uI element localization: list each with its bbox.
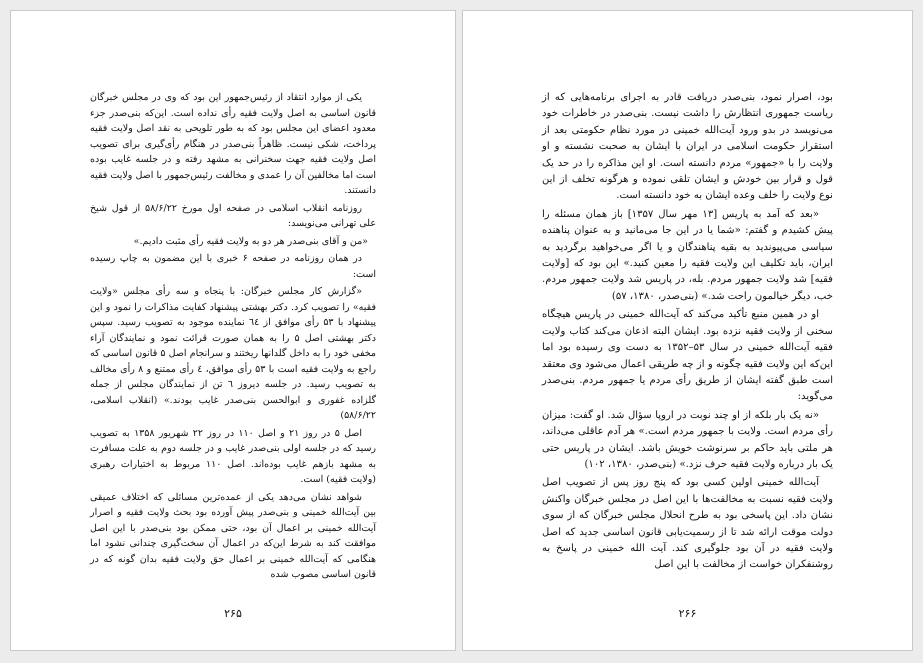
paragraph: او در همین منبع تأکید می‌کند که آیت‌الله خمینی در پاریس هیچگاه سخنی از ولایت فقیه نزده بود. ایشان البته اذعان می‌کند کتاب ولایت فقیه آیت‌الله خمینی در سال ۵۳–۱۳۵۲ به دست وی رسیده بود اما این‌که این ولایت فقیه چگونه و از چه طریقی اعمال می‌شود وی معتقد است طبق گفته ایشان از طریق رأی مردم یا جمهور مردم. بنی‌صدر می‌گوید: [542,309,833,403]
paragraph: شواهد نشان می‌دهد یکی از عمده‌ترین مسائلی که اختلاف عمیقی بین آیت‌الله خمینی و بنی‌صدر پیش آورده بود بحث ولایت فقیه و اصرار آیت‌الله خمینی بر اعمال آن بود، حتی ممکن بود بنی‌صدر با این اصل موافقت کند به شرط این‌که در اعمال آن سخت‌گیری چندانی نشود اما هنگامی که آیت‌الله خمینی بر اعمال حق ولایت فقیه بدان گونه که در قانون اساسی مصوب شده [90,491,376,580]
paragraph: آیت‌الله خمینی اولین کسی بود که پنج روز پس از تصویب اصل ولایت فقیه نسبت به مخالفت‌ها با این اصل در مجلس خبرگان واکنش نشان داد. این پاسخی بود به طرح انحلال مجلس خبرگان که از سوی دولت موقت ارائه شد تا از رسمیت‌یابی قانون اساسی جدید که اصل ولایت فقیه در آن بود جلوگیری کند. آیت الله خمینی در پاسخ به روشنفکران خواست از مخالفت با این اصل [542,477,833,571]
paragraph: «بعد که آمد به پاریس [۱۳ مهر سال ۱۳۵۷] باز همان مسئله را پیش کشیدم و گفتم: «شما یا در این جا می‌مانید و به عنوان پناهنده سیاسی می‌پیوندید به بقیه پناهندگان و یا اگر می‌خواهید برگردید به ایران، باید تکلیف این ولایت فقیه را معین کنید.» این بود که [ولایت فقیه] شد ولایت جمهور مردم. بله، در پاریس شد ولایت جمهور مردم. خب، دیگر خیالمون راحت شد.» (بنی‌صدر، ۱۳۸۰، ۵۷) [542,208,833,302]
page-number: ۲۶۶ [678,607,697,620]
left-page [10,10,456,651]
paragraph: «گزارش کار مجلس خبرگان: با پنجاه و سه رأی مجلس «ولایت فقیه» را تصویب کرد. دکتر بهشتی پیشنهاد کفایت مذاکرات را نمود و این پیشنهاد با ۵۳ رأی موافق از ٦٤ نماینده موجود به تصویب رسید. سپس دکتر بهشتی اصل ۵ را به همان صورت قرائت نمود و نمایندگان آراء مخفی خود را به داخل گلدانها ریختند و سرانجام اصل ۵ قانون اساسی که راجع به ولایت فقیه است با ۵۳ رأی موافق، ٤ رأی ممتنع و ۸ رأی مخالف به تصویب رسید. در جلسه دیروز ٦ تن از نمایندگان مجلس از جمله گلزاده غفوری و ابوالحسن بنی‌صدر غایب بودند.» (انقلاب اسلامی، ۵۸/۶/۲۲) [90,286,377,421]
page-number: ۲۶۵ [224,607,242,620]
paragraph: بود، اصرار نمود، بنی‌صدر دریافت قادر به اجرای برنامه‌هایی که از ریاست جمهوری انتظارش را داشت نیست. بنی‌صدر در خاطرات خود می‌نویسد در بدو ورود آیت‌الله خمینی در مورد نظام حکومتی بعد از استقرار حکومت اسلامی در ایران با ایشان به صحبت نشسته و او ولایت را با «جمهور» مردم دانسته است. او این مذاکره را در حد یک قول و قرار بین خودش و ایشان تلقی نموده و هرگونه تخلف از این نوع ولایت را خلف وعده ایشان به خود دانسته است. [542,92,833,202]
paragraph: روزنامه انقلاب اسلامی در صفحه اول مورخ ۵۸/۶/۲۲ از قول شیخ علی تهرانی می‌نویسد: [90,202,376,229]
paragraph: اصل ۵ در روز ۲۱ و اصل ۱۱۰ در روز ۲۲ شهریور ۱۳۵۸ به تصویب رسید که در جلسه اولی بنی‌صدر غایب و در جلسه دوم به علت مسافرت به مشهد بازهم غایب بوده‌اند. اصل ۱۱۰ مربوط به اختیارات رهبری (ولایت فقیه) است. [90,427,377,485]
quotation: «من و آقای بنی‌صدر هر دو به ولایت فقیه رأی مثبت دادیم.» [133,235,368,247]
left-page-text [90,90,376,583]
right-page-text [542,90,833,574]
paragraph: یکی از موارد انتقاد از رئیس‌جمهور این بود که وی در مجلس خبرگان قانون اساسی به اصل ولایت فقیه رأی نداده است. این‌که بنی‌صدر جزء معدود اعضای این مجلس بود که به طور تلویحی به نقد اصل ولایت فقیه پرداخت، شکی نیست. ظاهراً بنی‌صدر در هنگام رأی‌گیری برای تصویب اصل ولایت فقیه جهت سخنرانی به مشهد رفته و در جلسه غایب بوده است اما مخالفین آن را عمدی و مخالفت رئیس‌جمهور با اصل ولایت فقیه دانستند. [90,92,376,196]
paragraph: «نه یک بار بلکه از او چند نوبت در اروپا سؤال شد. او گفت: میزان رأی مردم است. ولایت با جمهور مردم است.» هر آدم عاقلی می‌داند، هر ملتی باید حاکم بر سرنوشت خویش باشد. ایشان در پاریس حتی یک بار درباره ولایت فقیه حرف نزد.» (بنی‌صدر، ۱۳۸۰، ۱۰۲) [542,409,833,470]
paragraph: در همان روزنامه در صفحه ۶ خبری با این مضمون به چاپ رسیده است: [90,253,376,280]
right-page [462,10,913,651]
